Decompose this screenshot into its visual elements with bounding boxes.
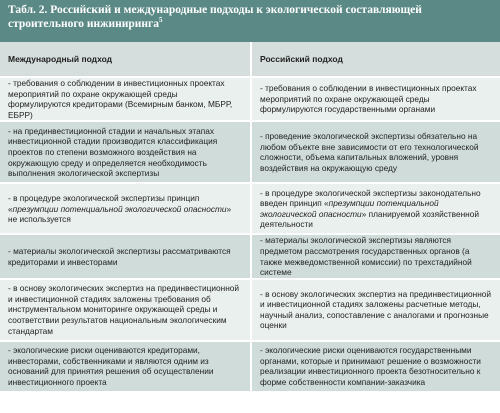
cell-text-segment: - экологические риски оцениваются государственными органами, которые и принимают решение о возможности реализации инвестиционного проекта безотносительно к форме собственности компании-заказчика xyxy=(260,345,481,387)
cell-text-segment: - на прединвестиционной стадии и начальных этапах инвестиционной стадии производится классификация проектов по степени возможного воздействия на окружающую среду и определяется необходимость выполнения экологической экспертизы xyxy=(8,125,218,179)
cell-international xyxy=(0,234,251,278)
cell-text-segment: - в процедуре экологической экспертизы законодательно введен принцип « xyxy=(260,187,481,209)
table-row xyxy=(0,183,500,234)
cell-russian xyxy=(251,183,500,234)
cell-text xyxy=(8,78,242,120)
cell-text xyxy=(8,246,242,267)
cell-russian xyxy=(251,341,500,392)
comparison-table xyxy=(0,42,500,393)
cell-text-segment: - в процедуре экологической экспертизы принцип « xyxy=(8,192,200,214)
cell-text xyxy=(260,131,492,173)
cell-international xyxy=(0,77,251,121)
header-international: Международный подход xyxy=(0,42,251,77)
cell-international xyxy=(0,341,251,392)
header-russian: Российский подход xyxy=(251,42,500,77)
cell-text-segment: - требования о соблюдении в инвестиционных проектах мероприятий по охране окружающей среды формулируются государственными органами xyxy=(260,83,477,115)
cell-russian xyxy=(251,279,500,341)
cell-text-segment: - материалы экологической экспертизы являются предметом рассмотрения государственных органов (а также межведомственной комиссии) по трехстадийной системе xyxy=(260,235,472,278)
cell-international xyxy=(0,279,251,341)
table-row xyxy=(0,77,500,121)
cell-international xyxy=(0,183,251,234)
italic-term: презумпции потенциальной экологической опасности xyxy=(12,203,227,214)
cell-text-segment: - материалы экологической экспертизы рассматриваются кредиторами и инвесторами xyxy=(8,245,231,267)
cell-text xyxy=(260,235,492,277)
cell-text xyxy=(8,193,242,225)
cell-text-segment: - проведение экологической экспертизы обязательно на любом объекте вне зависимости от его технологической сложности, объема капитальных вложений, уровня воздействия на окружающую среду xyxy=(260,131,479,173)
cell-russian xyxy=(251,77,500,121)
cell-text xyxy=(8,283,242,336)
italic-term: презумпции потенциальной экологической опасности xyxy=(260,198,439,219)
table-row xyxy=(0,234,500,278)
table-row xyxy=(0,279,500,341)
cell-text xyxy=(260,188,492,230)
cell-text-segment: - экологические риски оцениваются кредиторами, инвесторами, собственниками и являются одним из оснований для принятия решения об осуществлении инвестиционного проекта xyxy=(8,345,214,387)
cell-text-segment: » не используется xyxy=(8,203,232,225)
table-header-row xyxy=(0,42,500,77)
cell-text xyxy=(260,83,492,115)
cell-text-segment: - в основу экологических экспертиз на прединвестиционной и инвестиционной стадиях заложены требования об инструментальном мониторинге окружающей среды и соответствии результатов национальным экологическим стандартам xyxy=(8,283,240,336)
cell-international xyxy=(0,121,251,183)
table-title xyxy=(0,0,500,42)
cell-text-segment: » планируемой хозяйственной деятельности xyxy=(260,208,479,230)
table-body xyxy=(0,77,500,392)
cell-text xyxy=(8,126,242,179)
cell-text-segment: - требования о соблюдении в инвестиционных проектах мероприятий по охране окружающей среды формулируются кредиторами (Всемирным банком, МБРР, ЕБРР) xyxy=(8,78,233,120)
cell-russian xyxy=(251,121,500,183)
table-row xyxy=(0,121,500,183)
cell-text xyxy=(260,289,492,331)
cell-text-segment: - в основу экологических экспертиз на прединвестиционной и инвестиционной стадиях заложены расчетные методы, научный анализ, сопоставление с аналогами и прогнозные оценки xyxy=(260,288,492,331)
cell-text xyxy=(260,345,492,387)
title-footnote: 5 xyxy=(158,16,163,25)
cell-text xyxy=(8,345,242,387)
cell-russian xyxy=(251,234,500,278)
table-row xyxy=(0,341,500,392)
table-title-text: Табл. 2. Российский и международные подходы к экологической составляющей строительного инжиниринга xyxy=(8,4,422,30)
